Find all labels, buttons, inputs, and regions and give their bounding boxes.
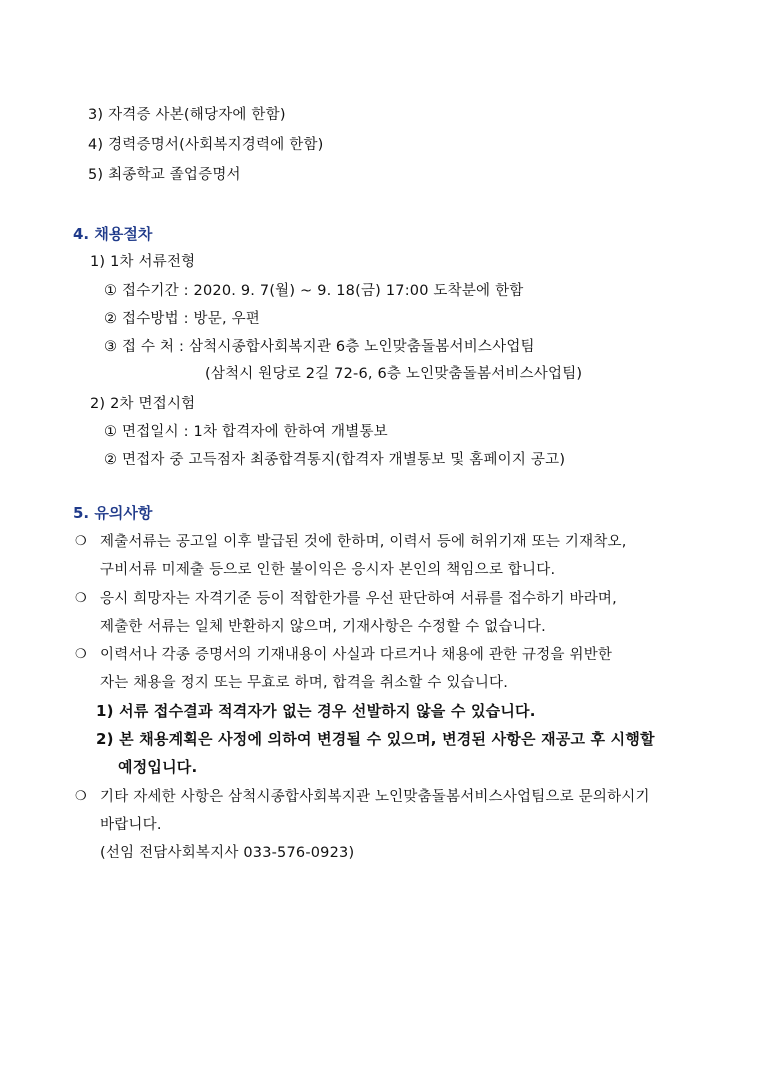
address-line: (삼척시 원당로 2길 72-6, 6층 노인맞춤돌봄서비스사업팀) bbox=[205, 366, 583, 382]
doc-item: 4) 경력증명서(사회복지경력에 한함) bbox=[88, 137, 324, 153]
note-line: 제출서류는 공고일 이후 발급된 것에 한하며, 이력서 등에 허위기재 또는 기재착오, bbox=[100, 534, 627, 550]
step-2-label: 2) 2차 면접시험 bbox=[90, 396, 196, 412]
note-line: 이력서나 각종 증명서의 기재내용이 사실과 다르거나 채용에 관한 규정을 위반한 bbox=[100, 647, 613, 663]
contact-phone: (선임 전담사회복지사 033-576-0923) bbox=[100, 845, 355, 861]
doc-item: 3) 자격증 사본(해당자에 한함) bbox=[88, 107, 286, 123]
bullet-icon: ❍ bbox=[75, 534, 87, 549]
bullet-icon: ❍ bbox=[75, 591, 87, 606]
step-1-label: 1) 1차 서류전형 bbox=[90, 254, 196, 270]
step-1-item: ① 접수기간 : 2020. 9. 7(월) ~ 9. 18(금) 17:00 도착분에 한함 bbox=[104, 283, 524, 299]
bold-notice: 2) 본 채용계획은 사정에 의하여 변경될 수 있으며, 변경된 사항은 재공고 후 시행할 bbox=[96, 730, 655, 748]
section-heading-notes: 5. 유의사항 bbox=[73, 504, 153, 522]
step-2-item: ② 면접자 중 고득점자 최종합격통지(합격자 개별통보 및 홈페이지 공고) bbox=[104, 452, 566, 468]
step-1-item: ③ 접 수 처 : 삼척시종합사회복지관 6층 노인맞춤돌봄서비스사업팀 bbox=[104, 339, 535, 355]
contact-line: 기타 자세한 사항은 삼척시종합사회복지관 노인맞춤돌봄서비스사업팀으로 문의하시기 bbox=[100, 789, 650, 805]
step-1-item: ② 접수방법 : 방문, 우편 bbox=[104, 311, 260, 327]
step-2-item: ① 면접일시 : 1차 합격자에 한하여 개별통보 bbox=[104, 424, 388, 440]
bullet-icon: ❍ bbox=[75, 789, 87, 804]
doc-item: 5) 최종학교 졸업증명서 bbox=[88, 167, 241, 183]
note-line: 응시 희망자는 자격기준 등이 적합한가를 우선 판단하여 서류를 접수하기 바라며, bbox=[100, 591, 617, 607]
bold-notice: 예정입니다. bbox=[118, 758, 198, 776]
note-line: 자는 채용을 정지 또는 무효로 하며, 합격을 취소할 수 있습니다. bbox=[100, 675, 509, 691]
note-line: 구비서류 미제출 등으로 인한 불이익은 응시자 본인의 책임으로 합니다. bbox=[100, 562, 556, 578]
contact-line: 바랍니다. bbox=[100, 817, 162, 833]
bold-notice: 1) 서류 접수결과 적격자가 없는 경우 선발하지 않을 수 있습니다. bbox=[96, 702, 536, 720]
bullet-icon: ❍ bbox=[75, 647, 87, 662]
section-heading-procedure: 4. 채용절차 bbox=[73, 225, 153, 243]
note-line: 제출한 서류는 일체 반환하지 않으며, 기재사항은 수정할 수 없습니다. bbox=[100, 619, 546, 635]
